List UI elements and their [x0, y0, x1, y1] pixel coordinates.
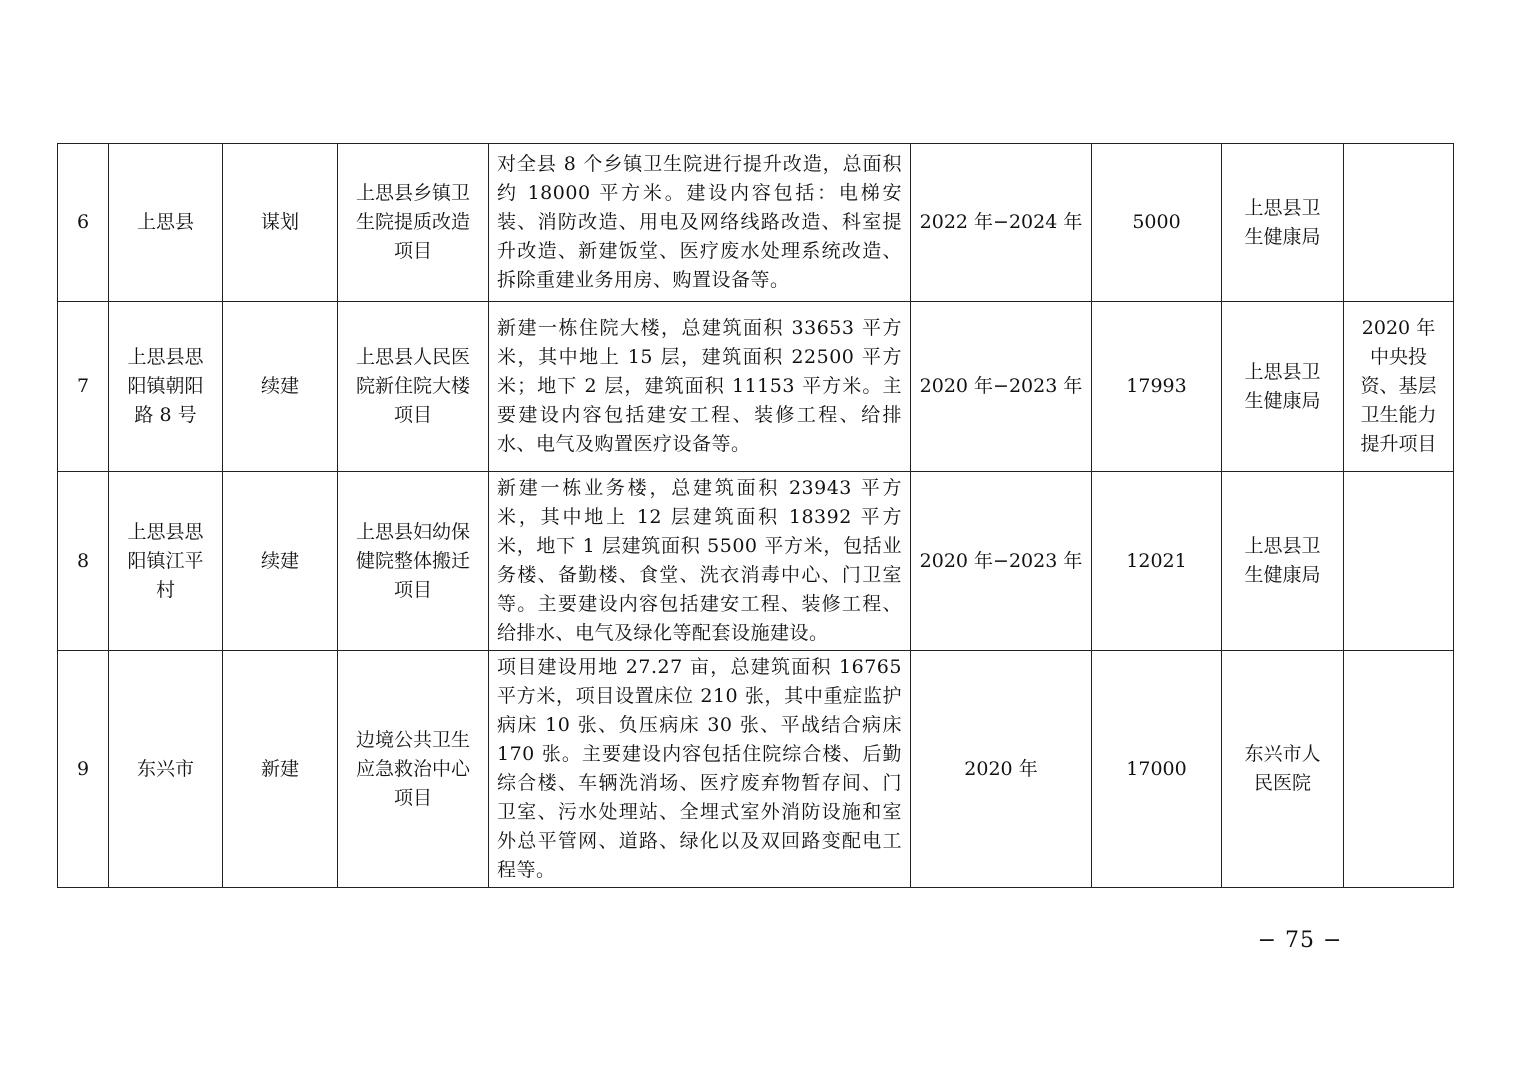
- note-cell: [1344, 651, 1454, 888]
- row-index: 8: [58, 472, 109, 651]
- unit-cell: 上思县卫生健康局: [1222, 144, 1344, 302]
- row-index: 9: [58, 651, 109, 888]
- location-cell: 东兴市: [109, 651, 223, 888]
- page-number: − 75 −: [1257, 928, 1343, 953]
- investment-cell: 12021: [1092, 472, 1222, 651]
- investment-cell: 5000: [1092, 144, 1222, 302]
- project-name-cell: 上思县乡镇卫生院提质改造项目: [338, 144, 489, 302]
- content-cell: 新建一栋业务楼，总建筑面积 23943 平方米，其中地上 12 层建筑面积 18392 平方米，地下 1 层建筑面积 5500 平方米，包括业务楼、备勤楼、食堂、洗衣消毒中心、门卫室等。主要建设内容包括建安工程、装修工程、给排水、电气及绿化等配套设施建设。: [489, 472, 911, 651]
- table-row: [58, 144, 1454, 302]
- status-cell: 续建: [223, 472, 338, 651]
- period-cell: 2020 年: [911, 651, 1092, 888]
- investment-cell: 17000: [1092, 651, 1222, 888]
- row-index: 7: [58, 302, 109, 472]
- location-cell: 上思县思阳镇朝阳路 8 号: [109, 302, 223, 472]
- status-cell: 新建: [223, 651, 338, 888]
- unit-cell: 上思县卫生健康局: [1222, 472, 1344, 651]
- location-cell: 上思县思阳镇江平村: [109, 472, 223, 651]
- period-cell: 2020 年−2023 年: [911, 302, 1092, 472]
- note-cell: [1344, 472, 1454, 651]
- status-cell: 谋划: [223, 144, 338, 302]
- content-cell: 项目建设用地 27.27 亩，总建筑面积 16765 平方米，项目设置床位 210 张，其中重症监护病床 10 张、负压病床 30 张、平战结合病床 170 张。主要建设内容包括住院综合楼、后勤综合楼、车辆洗消场、医疗废弃物暂存间、门卫室、污水处理站、全埋式室外消防设施和室外总平管网、道路、绿化以及双回路变配电工程等。: [489, 651, 911, 888]
- content-cell: 对全县 8 个乡镇卫生院进行提升改造，总面积约 18000 平方米。建设内容包括：电梯安装、消防改造、用电及网络线路改造、科室提升改造、新建饭堂、医疗废水处理系统改造、拆除重建业务用房、购置设备等。: [489, 144, 911, 302]
- table-row: [58, 651, 1454, 888]
- table-row: [58, 472, 1454, 651]
- table-row: [58, 302, 1454, 472]
- project-name-cell: 边境公共卫生应急救治中心项目: [338, 651, 489, 888]
- unit-cell: 上思县卫生健康局: [1222, 302, 1344, 472]
- unit-cell: 东兴市人民医院: [1222, 651, 1344, 888]
- note-cell: 2020 年中央投资、基层卫生能力提升项目: [1344, 302, 1454, 472]
- project-table: [57, 143, 1454, 888]
- row-index: 6: [58, 144, 109, 302]
- investment-cell: 17993: [1092, 302, 1222, 472]
- location-cell: 上思县: [109, 144, 223, 302]
- project-name-cell: 上思县妇幼保健院整体搬迁项目: [338, 472, 489, 651]
- note-cell: [1344, 144, 1454, 302]
- period-cell: 2022 年−2024 年: [911, 144, 1092, 302]
- content-cell: 新建一栋住院大楼，总建筑面积 33653 平方米，其中地上 15 层，建筑面积 22500 平方米；地下 2 层，建筑面积 11153 平方米。主要建设内容包括建安工程、装修工程、给排水、电气及购置医疗设备等。: [489, 302, 911, 472]
- period-cell: 2020 年−2023 年: [911, 472, 1092, 651]
- project-name-cell: 上思县人民医院新住院大楼项目: [338, 302, 489, 472]
- status-cell: 续建: [223, 302, 338, 472]
